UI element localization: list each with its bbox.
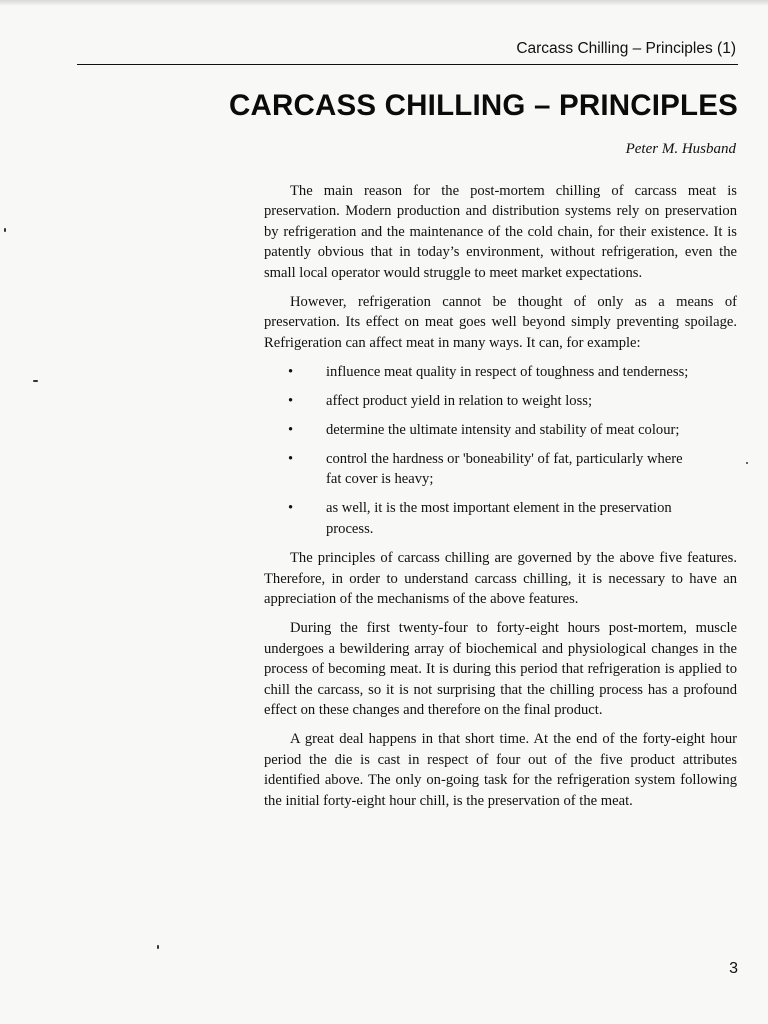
list-item-text: affect product yield in relation to weight loss;: [326, 393, 593, 410]
feature-list: [264, 362, 737, 539]
scan-top-edge: [0, 0, 768, 6]
paragraph-4: During the first twenty-four to forty-eight hours post-mortem, muscle undergoes a bewildering array of biochemical and physiological changes in the process of becoming meat. It is during this period that refrigeration is applied to chill the carcass, so it is not surprising that the chilling process has a profound effect on these changes and therefore on the final product.: [264, 620, 737, 718]
bullet-marker: •: [288, 422, 294, 439]
bullet-marker: •: [288, 450, 294, 467]
scan-speck: [4, 228, 6, 232]
list-item-text: influence meat quality in respect of toughness and tenderness;: [326, 364, 689, 381]
list-item: [264, 498, 737, 539]
scan-speck: [33, 380, 38, 382]
article-title: CARCASS CHILLING – PRINCIPLES: [229, 89, 738, 122]
list-item-text: as well, it is the most important element in the preservation process.: [326, 500, 672, 537]
running-header: Carcass Chilling – Principles (1): [516, 40, 736, 57]
scan-speck: [157, 945, 159, 949]
paragraph-2: However, refrigeration cannot be thought of only as a means of preservation. Its effect on meat goes well beyond simply preventing spoilage. Refrigeration can affect meat in many ways. It can, for example:: [264, 294, 737, 351]
list-item: [264, 391, 737, 411]
bullet-marker: •: [288, 364, 294, 381]
list-item-text: determine the ultimate intensity and stability of meat colour;: [326, 422, 680, 439]
article-body: [264, 181, 737, 820]
header-rule: [77, 64, 738, 65]
scan-speck: [746, 462, 748, 464]
paragraph-5: A great deal happens in that short time. At the end of the forty-eight hour period the die is cast in respect of four out of the five product attributes identified above. The only on-going task for the refrigeration system following the initial forty-eight hour chill, is the preservation of the meat.: [264, 731, 737, 809]
list-item: [264, 362, 737, 382]
bullet-marker: •: [288, 500, 294, 517]
bullet-marker: •: [288, 393, 294, 410]
list-item: [264, 449, 737, 490]
paragraph-3: The principles of carcass chilling are governed by the above five features. Therefore, in order to understand carcass chilling, it is necessary to have an appreciation of the mechanisms of the above features.: [264, 550, 737, 607]
list-item: [264, 420, 737, 440]
page-number: 3: [729, 960, 738, 977]
paragraph-1: The main reason for the post-mortem chilling of carcass meat is preservation. Modern production and distribution systems rely on preservation by refrigeration and the maintenance of the cold chain, for their existence. It is patently obvious that in today’s environment, without refrigeration, even the small local operator would struggle to meet market expectations.: [264, 183, 737, 281]
article-author: Peter M. Husband: [625, 141, 736, 157]
list-item-text: control the hardness or 'boneability' of fat, particularly where fat cover is heavy;: [326, 450, 683, 488]
